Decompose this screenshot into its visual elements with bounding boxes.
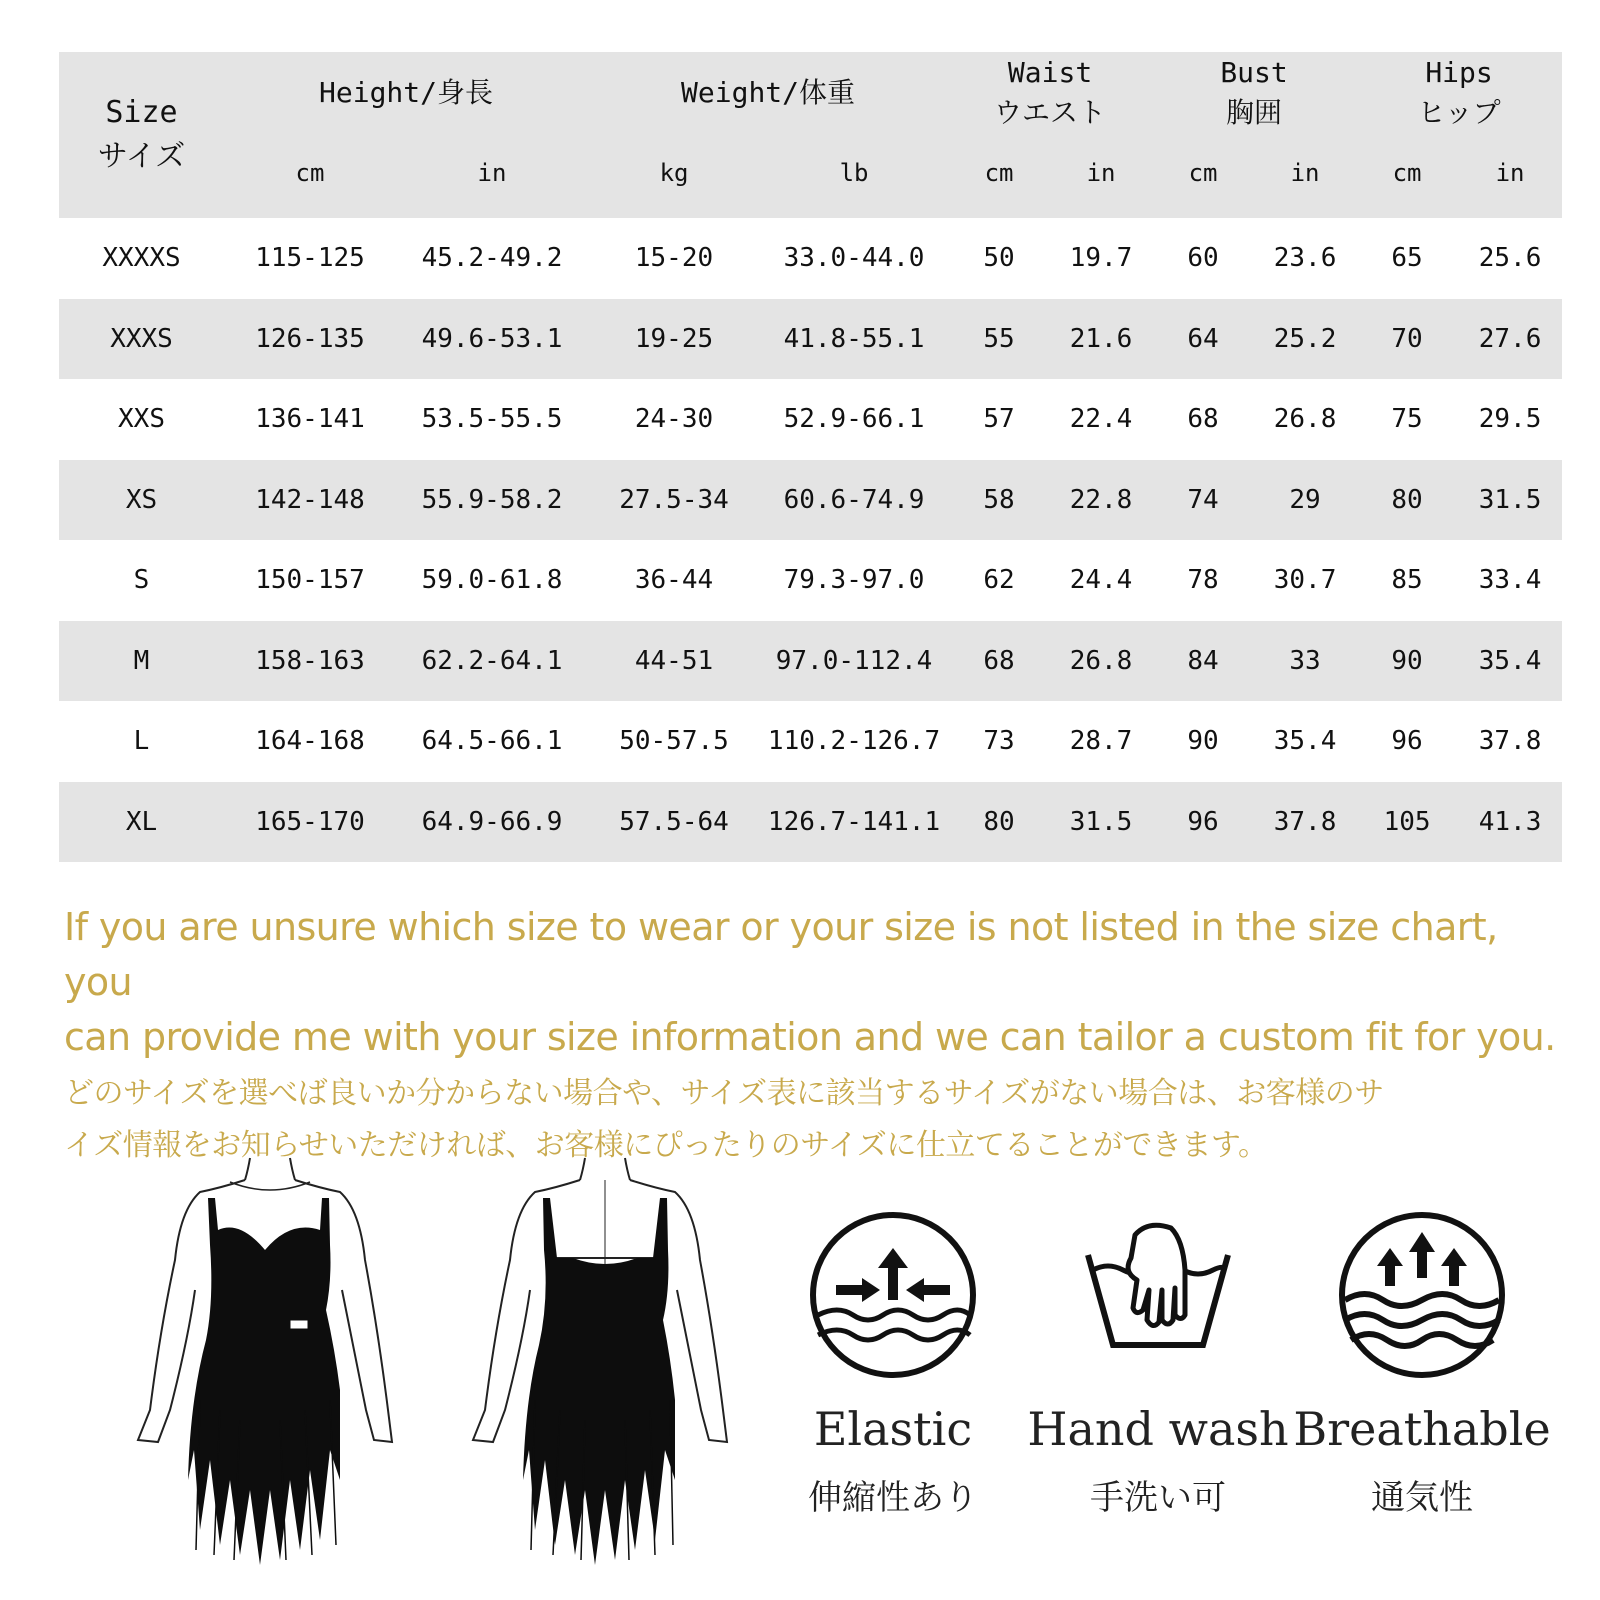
- bust-header: [1152, 52, 1356, 134]
- hand-wash-icon: [1018, 1210, 1298, 1380]
- table-cell: 68: [1187, 404, 1219, 435]
- table-cell: 41.8-55.1: [760, 299, 948, 380]
- table-cell: 74: [1152, 460, 1254, 541]
- table-cell: 35.4: [1273, 726, 1337, 757]
- table-row: [59, 701, 1562, 782]
- table-cell: 33.4: [1478, 565, 1542, 596]
- table-cell: 27.5-34: [588, 460, 760, 541]
- table-cell: 126.7-141.1: [760, 782, 948, 863]
- table-cell: 90: [1356, 621, 1458, 702]
- unit-header: in: [1050, 134, 1152, 218]
- note-english-line: can provide me with your size information and we can tailor a custom fit for you.: [64, 1015, 1556, 1059]
- size-label: Size: [105, 95, 178, 130]
- table-cell: 31.5: [1050, 782, 1152, 863]
- table-row: [59, 782, 1562, 863]
- table-cell: 64: [1152, 299, 1254, 380]
- table-cell: 62.2-64.1: [396, 621, 588, 702]
- table-cell: 64.9-66.9: [396, 782, 588, 863]
- table-cell: 50-57.5: [619, 726, 729, 757]
- table-cell: 44-51: [588, 621, 760, 702]
- table-cell: 105: [1356, 782, 1458, 863]
- table-cell: 115-125: [255, 243, 365, 274]
- hips-label: Hips: [1425, 56, 1493, 89]
- size-cell: XL: [59, 782, 224, 863]
- table-row: [59, 299, 1562, 380]
- table-cell: 33: [1254, 621, 1356, 702]
- table-cell: 73: [983, 726, 1015, 757]
- table-row: [59, 218, 1562, 299]
- hips-label-jp: ヒップ: [1417, 96, 1501, 129]
- size-cell: XXXXS: [102, 243, 181, 274]
- table-cell: 25.2: [1254, 299, 1356, 380]
- table-cell: 80: [1356, 460, 1458, 541]
- size-column-header: [59, 52, 224, 218]
- table-cell: 79.3-97.0: [783, 565, 925, 596]
- table-cell: 96: [1391, 726, 1423, 757]
- unit-header: in: [1458, 134, 1562, 218]
- table-cell: 27.6: [1458, 299, 1562, 380]
- table-cell: 150-157: [255, 565, 365, 596]
- bust-label: Bust: [1220, 56, 1288, 89]
- height-header: Height/身長: [224, 52, 588, 134]
- table-cell: 19.7: [1069, 243, 1133, 274]
- size-chart-table: [59, 52, 1562, 862]
- table-row: [59, 460, 1562, 541]
- table-cell: 52.9-66.1: [783, 404, 925, 435]
- size-cell: S: [133, 565, 150, 596]
- table-cell: 64.5-66.1: [421, 726, 563, 757]
- table-cell: 97.0-112.4: [760, 621, 948, 702]
- unit-header: in: [1254, 134, 1356, 218]
- feature-label: Breathable: [1293, 1402, 1551, 1456]
- table-cell: 37.8: [1478, 726, 1542, 757]
- table-cell: 35.4: [1458, 621, 1562, 702]
- table-header-row: [59, 52, 1562, 134]
- table-cell: 49.6-53.1: [396, 299, 588, 380]
- table-cell: 58: [948, 460, 1050, 541]
- table-cell: 22.4: [1069, 404, 1133, 435]
- size-label-jp: サイズ: [97, 139, 186, 174]
- feature-label-jp: 通気性: [1371, 1478, 1473, 1518]
- table-cell: 60: [1187, 243, 1219, 274]
- table-cell: 50: [983, 243, 1015, 274]
- hips-header: [1356, 52, 1562, 134]
- table-cell: 23.6: [1273, 243, 1337, 274]
- table-cell: 75: [1391, 404, 1423, 435]
- size-cell: M: [59, 621, 224, 702]
- table-body: [59, 218, 1562, 862]
- size-cell: XXXS: [59, 299, 224, 380]
- unit-header: kg: [588, 134, 760, 218]
- table-cell: 24-30: [634, 404, 714, 435]
- table-cell: 78: [1187, 565, 1219, 596]
- table-cell: 80: [948, 782, 1050, 863]
- table-cell: 60.6-74.9: [760, 460, 948, 541]
- unit-header: cm: [1356, 134, 1458, 218]
- feature-breathable: [1282, 1210, 1562, 1519]
- dress-back-illustration: [465, 1150, 735, 1570]
- table-cell: 37.8: [1254, 782, 1356, 863]
- table-cell: 19-25: [588, 299, 760, 380]
- table-cell: 22.8: [1050, 460, 1152, 541]
- size-cell: L: [133, 726, 150, 757]
- table-cell: 110.2-126.7: [767, 726, 941, 757]
- table-cell: 24.4: [1069, 565, 1133, 596]
- unit-header-row: [59, 134, 1562, 218]
- table-cell: 26.8: [1273, 404, 1337, 435]
- feature-label-jp: 手洗い可: [1090, 1478, 1226, 1518]
- elastic-icon: [753, 1210, 1033, 1380]
- unit-header: cm: [224, 134, 396, 218]
- table-cell: 62: [983, 565, 1015, 596]
- table-cell: 45.2-49.2: [421, 243, 563, 274]
- table-cell: 21.6: [1050, 299, 1152, 380]
- table-cell: 57: [983, 404, 1015, 435]
- weight-header: Weight/体重: [588, 52, 948, 134]
- note-english: [64, 900, 1564, 1065]
- table-cell: 57.5-64: [588, 782, 760, 863]
- table-cell: 30.7: [1273, 565, 1337, 596]
- table-cell: 29: [1254, 460, 1356, 541]
- table-cell: 85: [1391, 565, 1423, 596]
- bust-label-jp: 胸囲: [1226, 96, 1283, 129]
- table-row: [59, 379, 1562, 460]
- table-cell: 142-148: [224, 460, 396, 541]
- table-cell: 68: [948, 621, 1050, 702]
- table-row: [59, 540, 1562, 621]
- breathable-icon: [1282, 1210, 1562, 1380]
- table-row: [59, 621, 1562, 702]
- note-japanese-line: どのサイズを選べば良いか分からない場合や、サイズ表に該当するサイズがない場合は、お客様のサ: [64, 1076, 1384, 1111]
- unit-header: lb: [760, 134, 948, 218]
- feature-hand-wash: [1018, 1210, 1298, 1519]
- table-cell: 41.3: [1458, 782, 1562, 863]
- table-cell: 55.9-58.2: [396, 460, 588, 541]
- waist-label-jp: ウエスト: [994, 96, 1107, 129]
- feature-label-jp: 伸縮性あり: [808, 1478, 978, 1518]
- feature-label: Elastic: [813, 1402, 973, 1456]
- note-japanese-line: イズ情報をお知らせいただければ、お客様にぴったりのサイズに仕立てることができます。: [64, 1128, 1268, 1163]
- table-cell: 65: [1391, 243, 1423, 274]
- note-english-line: If you are unsure which size to wear or your size is not listed in the size chart, you: [64, 905, 1498, 1004]
- table-cell: 136-141: [255, 404, 365, 435]
- table-cell: 84: [1152, 621, 1254, 702]
- table-cell: 158-163: [224, 621, 396, 702]
- table-cell: 29.5: [1478, 404, 1542, 435]
- table-cell: 165-170: [224, 782, 396, 863]
- size-cell: XXS: [118, 404, 165, 435]
- waist-label: Waist: [1007, 56, 1093, 89]
- table-cell: 53.5-55.5: [421, 404, 563, 435]
- table-cell: 70: [1356, 299, 1458, 380]
- table-cell: 26.8: [1050, 621, 1152, 702]
- table-cell: 36-44: [634, 565, 714, 596]
- unit-header: cm: [948, 134, 1050, 218]
- size-cell: XS: [59, 460, 224, 541]
- feature-elastic: [753, 1210, 1033, 1519]
- table-cell: 126-135: [224, 299, 396, 380]
- waist-header: [948, 52, 1152, 134]
- table-cell: 31.5: [1458, 460, 1562, 541]
- table-cell: 90: [1187, 726, 1219, 757]
- custom-size-note: [64, 900, 1564, 1172]
- table-cell: 55: [948, 299, 1050, 380]
- table-cell: 25.6: [1478, 243, 1542, 274]
- table-cell: 96: [1152, 782, 1254, 863]
- table-cell: 28.7: [1069, 726, 1133, 757]
- unit-header: in: [396, 134, 588, 218]
- unit-header: cm: [1152, 134, 1254, 218]
- table-cell: 15-20: [634, 243, 714, 274]
- table-cell: 164-168: [255, 726, 365, 757]
- table-cell: 59.0-61.8: [421, 565, 563, 596]
- feature-label: Hand wash: [1027, 1402, 1289, 1456]
- table-cell: 33.0-44.0: [783, 243, 925, 274]
- dress-front-illustration: [130, 1150, 400, 1570]
